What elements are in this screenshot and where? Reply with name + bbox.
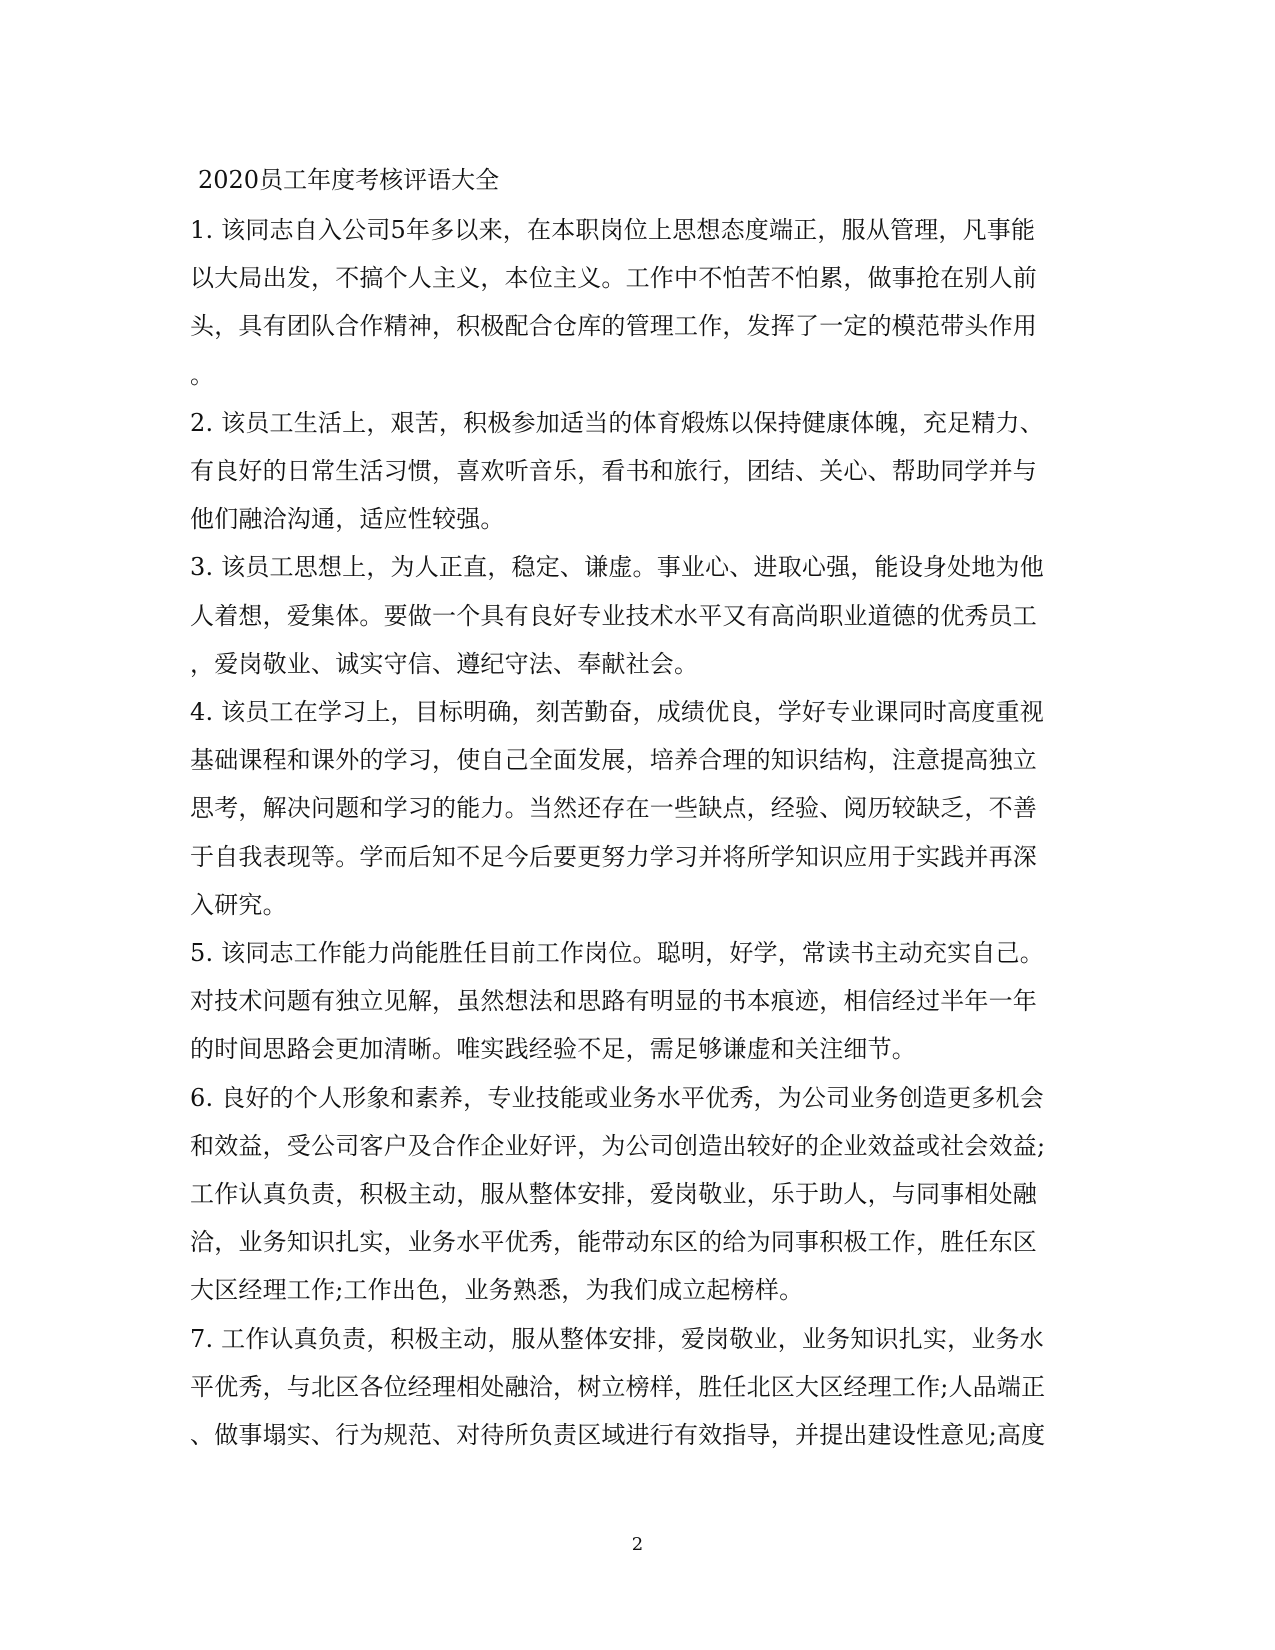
text-block [190, 206, 1080, 1459]
text-line: ，爱岗敬业、诚实守信、遵纪守法、奉献社会。 [190, 649, 699, 678]
text-line: 对技术问题有独立见解，虽然想法和思路有明显的书本痕迹，相信经过半年一年 [190, 987, 1037, 1016]
text-line: 大区经理工作;工作出色，业务熟悉，为我们成立起榜样。 [190, 1276, 804, 1305]
text-line: 、做事塌实、行为规范、对待所负责区域进行有效指导，并提出建设性意见;高度 [190, 1421, 1046, 1450]
text-line: 。 [190, 360, 215, 389]
text-line: 他们融洽沟通，适应性较强。 [190, 505, 505, 534]
text-line: 人着想，爱集体。要做一个具有良好专业技术水平又有高尚职业道德的优秀员工 [190, 601, 1037, 630]
text-line: 5. 该同志工作能力尚能胜任目前工作岗位。聪明，好学，常读书主动充实自己。 [190, 939, 1044, 968]
text-line: 3. 该员工思想上，为人正直，稳定、谦虚。事业心、进取心强，能设身处地为他 [190, 553, 1044, 582]
document-title: 2020员工年度考核评语大全 [198, 166, 500, 194]
page-number: 2 [631, 1534, 644, 1555]
text-line: 工作认真负责，积极主动，服从整体安排，爱岗敬业，乐于助人，与同事相处融 [190, 1180, 1037, 1209]
text-line: 有良好的日常生活习惯，喜欢听音乐，看书和旅行，团结、关心、帮助同学并与 [190, 457, 1037, 486]
text-line: 入研究。 [190, 890, 287, 919]
text-line: 的时间思路会更加清晰。唯实践经验不足，需足够谦虚和关注细节。 [190, 1035, 916, 1064]
text-line: 头，具有团队合作精神，积极配合仓库的管理工作，发挥了一定的模范带头作用 [190, 312, 1037, 341]
text-line: 于自我表现等。学而后知不足今后要更努力学习并将所学知识应用于实践并再深 [190, 842, 1037, 871]
text-line: 和效益，受公司客户及合作企业好评，为公司创造出较好的企业效益或社会效益; [190, 1131, 1046, 1160]
text-line: 1. 该同志自入公司5年多以来，在本职岗位上思想态度端正，服从管理，凡事能 [190, 216, 1036, 244]
text-line: 4. 该员工在学习上，目标明确，刻苦勤奋，成绩优良，学好专业课同时高度重视 [190, 698, 1044, 727]
text-line: 思考，解决问题和学习的能力。当然还存在一些缺点，经验、阅历较缺乏，不善 [190, 794, 1037, 823]
text-line: 基础课程和课外的学习，使自己全面发展，培养合理的知识结构，注意提高独立 [190, 746, 1037, 775]
document-body [190, 164, 1080, 1459]
text-line: 以大局出发，不搞个人主义，本位主义。工作中不怕苦不怕累，做事抢在别人前 [190, 264, 1037, 293]
text-line: 洽，业务知识扎实，业务水平优秀，能带动东区的给为同事积极工作，胜任东区 [190, 1228, 1037, 1257]
text-line: 6. 良好的个人形象和素养，专业技能或业务水平优秀，为公司业务创造更多机会 [190, 1083, 1044, 1112]
text-line: 7. 工作认真负责，积极主动，服从整体安排，爱岗敬业，业务知识扎实，业务水 [190, 1324, 1044, 1353]
text-line: 2. 该员工生活上，艰苦，积极参加适当的体育煅炼以保持健康体魄，充足精力、 [190, 408, 1044, 437]
text-line: 平优秀，与北区各位经理相处融洽，树立榜样，胜任北区大区经理工作;人品端正 [190, 1372, 1046, 1401]
